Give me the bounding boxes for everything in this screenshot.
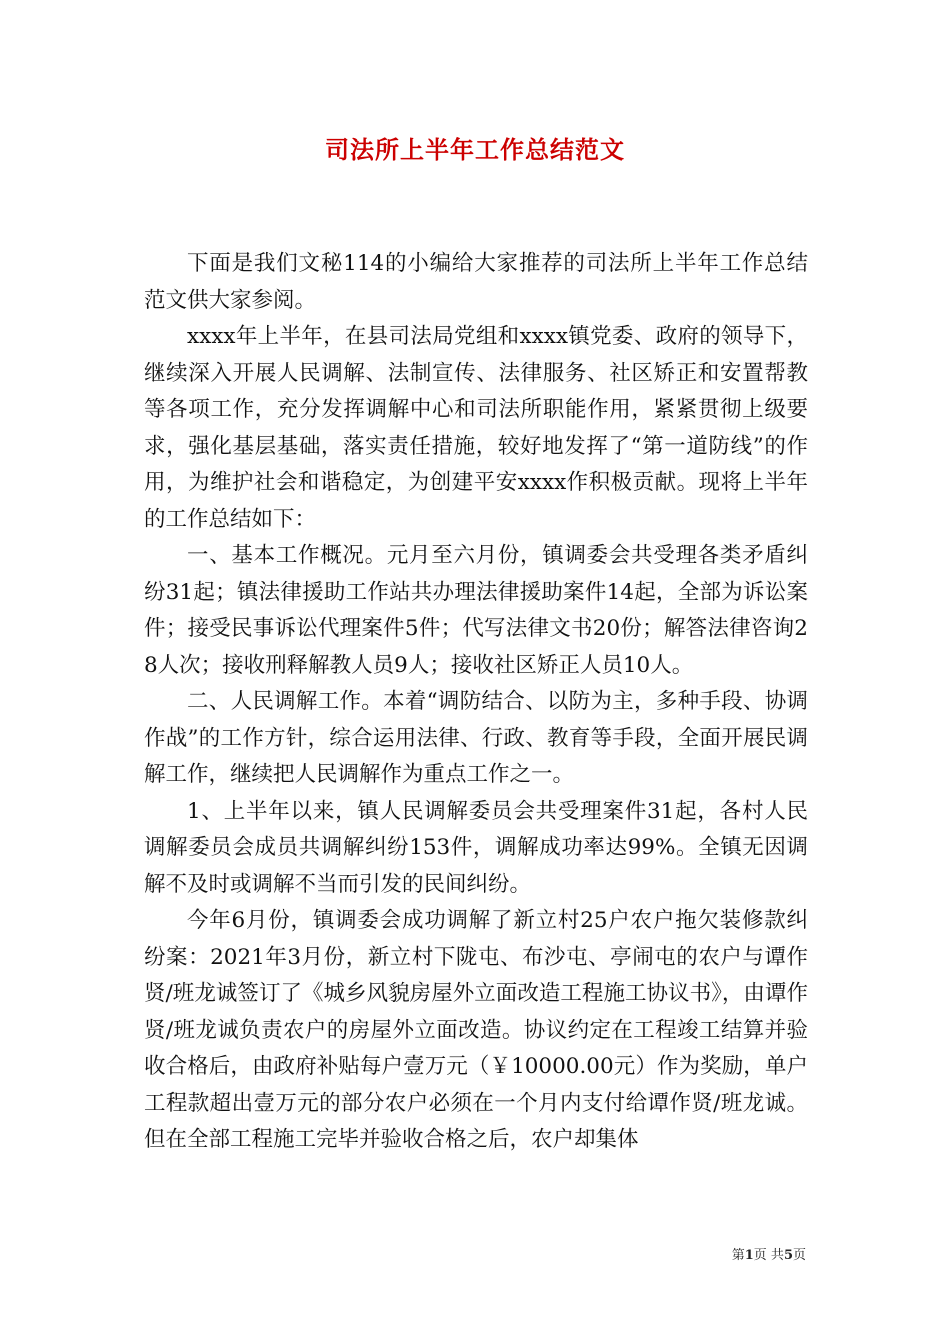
footer-current-page: 1 (744, 1248, 754, 1263)
footer-total-pages: 5 (783, 1248, 793, 1263)
footer-middle: 页 共 (753, 1248, 784, 1263)
footer-prefix: 第 (731, 1248, 745, 1263)
document-body (144, 246, 808, 1159)
paragraph-mediation-stats: 1、上半年以来，镇人民调解委员会共受理案件31起，各村人民调解委员会成员共调解纠纷153件，调解成功率达99%。全镇无因调解不及时或调解不当而引发的民间纠纷。 (144, 798, 808, 897)
page-footer (732, 1247, 806, 1265)
paragraph-case-example: 今年6月份，镇调委会成功调解了新立村25户农户拖欠装修款纠纷案：2021年3月份，新立村下陇屯、布沙屯、亭闹屯的农户与谭作贤/班龙诚签订了《城乡风貌房屋外立面改造工程施工协议书》，由谭作贤/班龙诚负责农户的房屋外立面改造。协议约定在工程竣工结算并验收合格后，由政府补贴每户壹万元（￥10000.00元）作为奖励，单户工程款超出壹万元的部分农户必须在一个月内支付给谭作贤/班龙诚。但在全部工程施工完毕并验收合格之后，农户却集体 (144, 908, 808, 1152)
paragraph-overview: xxxx年上半年，在县司法局党组和xxxx镇党委、政府的领导下，继续深入开展人民调解、法制宣传、法律服务、社区矫正和安置帮教等各项工作，充分发挥调解中心和司法所职能作用，紧紧贯彻上级要求，强化基层基础，落实责任措施，较好地发挥了“第一道防线”的作用，为维护社会和谐稳定，为创建平安xxxx作积极贡献。现将上半年的工作总结如下： (144, 324, 808, 532)
paragraph-mediation: 二、人民调解工作。本着“调防结合、以防为主，多种手段、协调作战”的工作方针，综合运用法律、行政、教育等手段，全面开展民调解工作，继续把人民调解作为重点工作之一。 (144, 689, 808, 787)
paragraph-intro: 下面是我们文秘114的小编给大家推荐的司法所上半年工作总结范文供大家参阅。 (144, 251, 808, 313)
footer-suffix: 页 (792, 1248, 806, 1263)
paragraph-basic-work: 一、基本工作概况。元月至六月份，镇调委会共受理各类矛盾纠纷31起；镇法律援助工作站共办理法律援助案件14起，全部为诉讼案件；接受民事诉讼代理案件5件；代写法律文书20份；解答法律咨询28人次；接收刑释解教人员9人；接收社区矫正人员10人。 (144, 543, 808, 678)
document-title: 司法所上半年工作总结范文 (325, 135, 625, 164)
